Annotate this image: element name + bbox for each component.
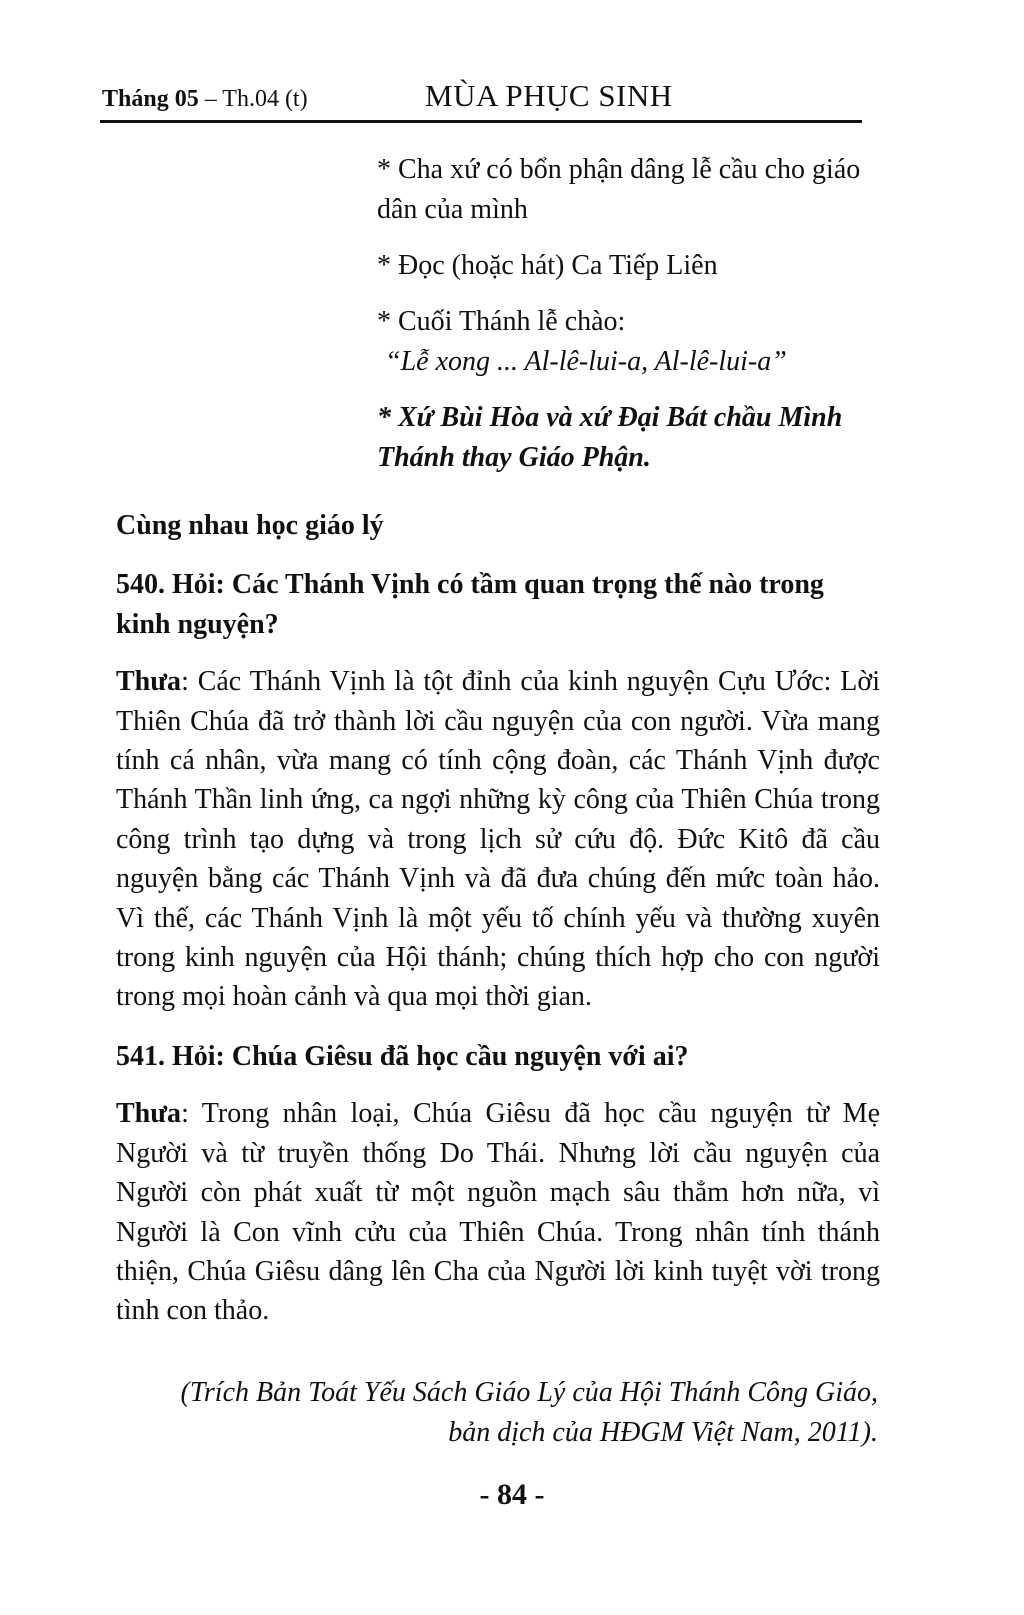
question-540 — [116, 565, 880, 644]
catechism-section — [116, 506, 880, 1351]
question-541 — [116, 1037, 880, 1076]
question-text: Hỏi: Chúa Giêsu đã học cầu nguyện với ai? — [172, 1040, 689, 1072]
page-number: - 84 - — [479, 1478, 545, 1511]
question-number: 540. — [116, 569, 165, 601]
answer-label: Thưa — [116, 666, 182, 698]
answer-text: : Trong nhân loại, Chúa Giêsu đã học cầu nguyện từ Mẹ Người và từ truyền thống Do Thái. Nhưng lời cầu nguyện của Người còn phát xuất từ một nguồn mạch sâu thẳm hơn nữa, vì Người là Con vĩnh cửu của Thiên Chúa. Trong nhân tính thánh thiện, Chúa Giêsu dâng lên Cha của Người lời kinh tuyệt vời trong tình con thảo. — [116, 1098, 880, 1327]
citation-line-1: (Trích Bản Toát Yếu Sách Giáo Lý của Hội Thánh Công Giáo, — [180, 1377, 878, 1408]
page-header — [100, 76, 862, 123]
header-date-label — [102, 86, 308, 113]
note-dismissal-label: * Cuối Thánh lễ chào: — [377, 306, 626, 337]
question-text: Hỏi: Các Thánh Vịnh có tầm quan trọng thế nào trong kinh nguyện? — [116, 569, 824, 640]
note-item-dismissal — [377, 302, 897, 382]
dismissal-quote: “Lễ xong ... Al-lê-lui-a, Al-lê-lui-a” — [385, 346, 787, 377]
section-title: Cùng nhau học giáo lý — [116, 510, 384, 541]
note-item-pastor-mass: * Cha xứ có bổn phận dâng lễ cầu cho giáo dân của mình — [377, 154, 861, 225]
question-number: 541. — [116, 1040, 165, 1072]
answer-540 — [116, 662, 880, 1017]
answer-text: : Các Thánh Vịnh là tột đỉnh của kinh nguyện Cựu Ước: Lời Thiên Chúa đã trở thành lời cầu nguyện của con người. Vừa mang tính cá nhân, vừa mang có tính cộng đoàn, các Thánh Vịnh được Thánh Thần linh ứng, ca ngợi những kỳ công của Thiên Chúa trong công trình tạo dựng và trong lịch sử cứu độ. Đức Kitô đã cầu nguyện bằng các Thánh Vịnh và đã đưa chúng đến mức toàn hảo. Vì thế, các Thánh Vịnh là một yếu tố chính yếu và thường xuyên trong kinh nguyện của Hội thánh; chúng thích hợp cho con người trong mọi hoàn cảnh và qua mọi thời gian. — [116, 666, 880, 1013]
liturgy-notes — [377, 150, 897, 494]
note-item-sequence: * Đọc (hoặc hát) Ca Tiếp Liên — [377, 250, 718, 281]
citation-line-2: bản dịch của HĐGM Việt Nam, 2011). — [448, 1417, 878, 1448]
answer-541 — [116, 1094, 880, 1330]
note-adoration-highlight: * Xứ Bùi Hòa và xứ Đại Bát chầu Mình Thánh thay Giáo Phận. — [377, 402, 843, 473]
answer-label: Thưa — [116, 1098, 182, 1130]
header-week: Th.04 (t) — [222, 86, 308, 112]
header-season-title: MÙA PHỤC SINH — [425, 78, 673, 113]
header-month: Tháng 05 — [102, 86, 199, 112]
header-separator: – — [198, 86, 223, 112]
source-citation — [116, 1373, 878, 1453]
